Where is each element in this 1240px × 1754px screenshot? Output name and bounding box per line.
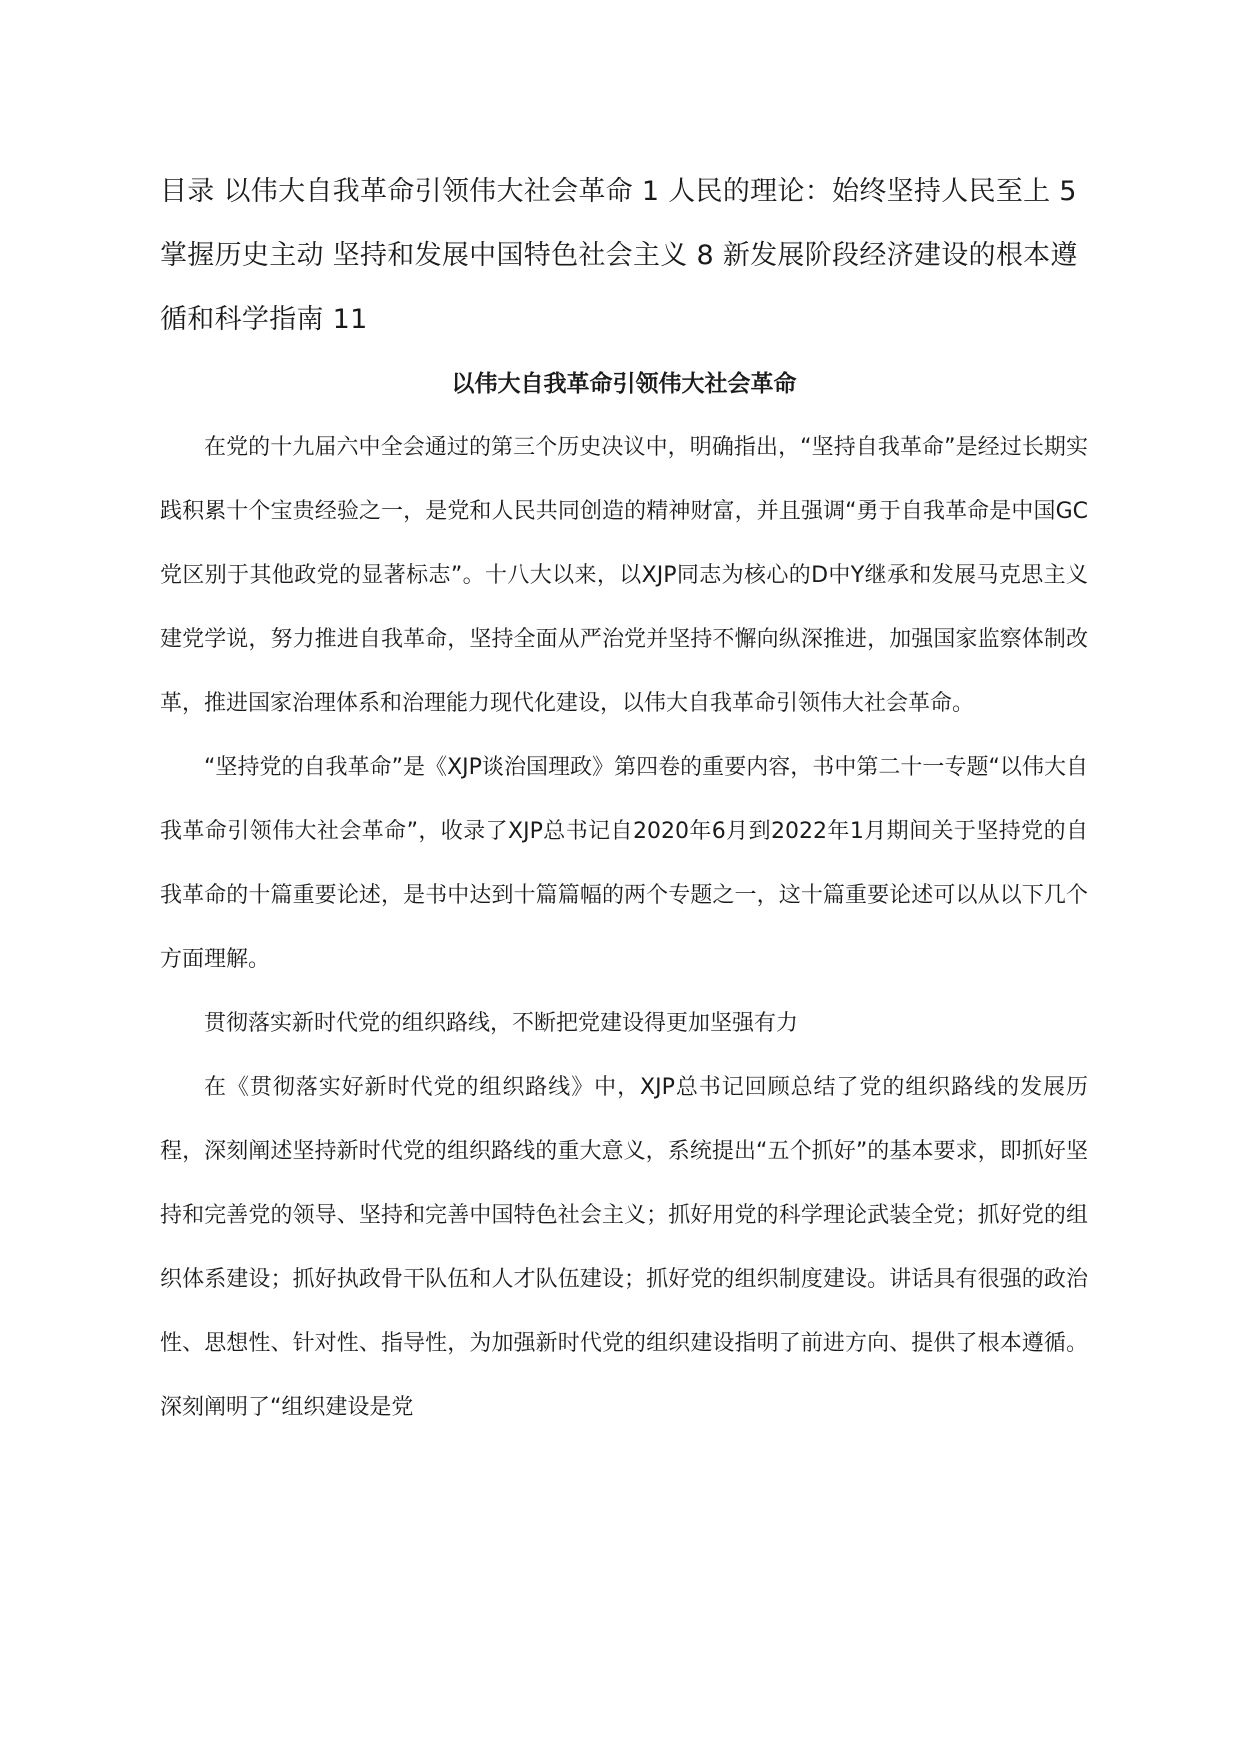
paragraph-1: 在党的十九届六中全会通过的第三个历史决议中，明确指出，“坚持自我革命”是经过长期实践积累十个宝贵经验之一，是党和人民共同创造的精神财富，并且强调“勇于自我革命是中国GC党区别于其他政党的显著标志”。十八大以来，以XJP同志为核心的D中Y继承和发展马克思主义建党学说，努力推进自我革命，坚持全面从严治党并坚持不懈向纵深推进，加强国家监察体制改革，推进国家治理体系和治理能力现代化建设，以伟大自我革命引领伟大社会革命。 [160,435,1088,716]
paragraph-2: “坚持党的自我革命”是《XJP谈治国理政》第四卷的重要内容，书中第二十一专题“以伟大自我革命引领伟大社会革命”，收录了XJP总书记自2020年6月到2022年1月期间关于坚持党的自我革命的十篇重要论述，是书中达到十篇篇幅的两个专题之一，这十篇重要论述可以从以下几个方面理解。 [160,755,1088,972]
table-of-contents: 目录 以伟大自我革命引领伟大社会革命 1 人民的理论：始终坚持人民至上 5 掌握历史主动 坚持和发展中国特色社会主义 8 新发展阶段经济建设的根本遵循和科学指南 11 [160,176,1078,335]
paragraph-3: 在《贯彻落实好新时代党的组织路线》中，XJP总书记回顾总结了党的组织路线的发展历程，深刻阐述坚持新时代党的组织路线的重大意义，系统提出“五个抓好”的基本要求，即抓好坚持和完善党的领导、坚持和完善中国特色社会主义；抓好用党的科学理论武装全党；抓好党的组织体系建设；抓好执政骨干队伍和人才队伍建设；抓好党的组织制度建设。讲话具有很强的政治性、思想性、针对性、指导性，为加强新时代党的组织建设指明了前进方向、提供了根本遵循。深刻阐明了“组织建设是党 [160,1075,1088,1420]
subheading-paragraph: 贯彻落实新时代党的组织路线，不断把党建设得更加坚强有力 [204,1011,799,1036]
section-title: 以伟大自我革命引领伟大社会革命 [451,371,797,397]
document-page [160,160,1088,1440]
